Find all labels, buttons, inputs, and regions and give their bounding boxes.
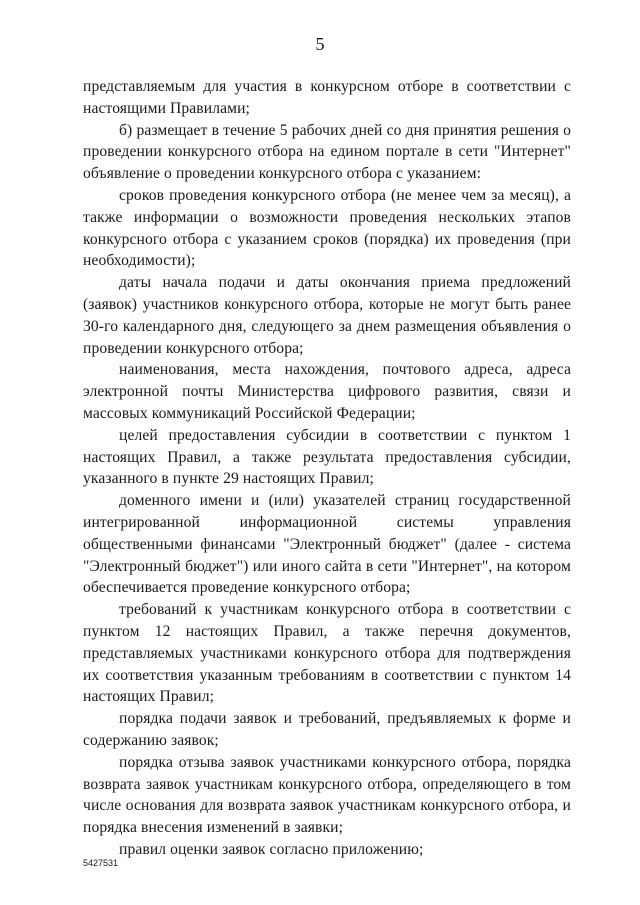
paragraph: б) размещает в течение 5 рабочих дней со дня принятия решения о проведении конкурсного отбора на едином портале в сети "Интернет" объявление о проведении конкурсного отбора с указанием: bbox=[83, 121, 571, 183]
paragraph: сроков проведения конкурсного отбора (не менее чем за месяц), а также информации о возможности проведения нескольких этапов конкурсного отбора с указанием сроков (порядка) их проведения (при необходимости); bbox=[83, 186, 571, 270]
paragraph: правил оценки заявок согласно приложению; bbox=[119, 840, 424, 858]
paragraph: порядка отзыва заявок участниками конкурсного отбора, порядка возврата заявок участникам конкурсного отбора, определяющего в том числе основания для возврата заявок участникам конкурсного отбора, и порядка внесения изменений в заявки; bbox=[83, 753, 571, 837]
paragraph: даты начала подачи и даты окончания приема предложений (заявок) участников конкурсного отбора, которые не могут быть ранее 30-го календарного дня, следующего за днем размещения объявления о проведении конкурсного отбора; bbox=[83, 274, 571, 357]
paragraph: требований к участникам конкурсного отбора в соответствии с пунктом 12 настоящих Правил, а также перечня документов, представляемых участниками конкурсного отбора для подтверждения их соответствия указанным требованиям в соответствии с пунктом 14 настоящих Правил; bbox=[83, 601, 571, 706]
paragraph: представляемым для участия в конкурсном отборе в соответствии с настоящими Правилами; bbox=[83, 78, 571, 117]
paragraph: целей предоставления субсидии в соответствии с пунктом 1 настоящих Правил, а также результата предоставления субсидии, указанного в пункте 29 настоящих Правил; bbox=[83, 426, 571, 488]
document-code: 5427531 bbox=[83, 858, 119, 868]
page-number: 5 bbox=[315, 34, 325, 54]
paragraph: доменного имени и (или) указателей страниц государственной интегрированной информационной системы управления общественными финансами "Электронный бюджет" (далее - система "Электронный бюджет") или иного сайта в сети "Интернет", на котором обеспечивается проведение конкурсного отбора; bbox=[83, 492, 571, 597]
paragraph: наименования, места нахождения, почтового адреса, адреса электронной почты Министерства цифрового развития, связи и массовых коммуникаций Российской Федерации; bbox=[83, 361, 571, 422]
document-body bbox=[83, 76, 571, 861]
paragraph: порядка подачи заявок и требований, предъявляемых к форме и содержанию заявок; bbox=[83, 710, 571, 749]
